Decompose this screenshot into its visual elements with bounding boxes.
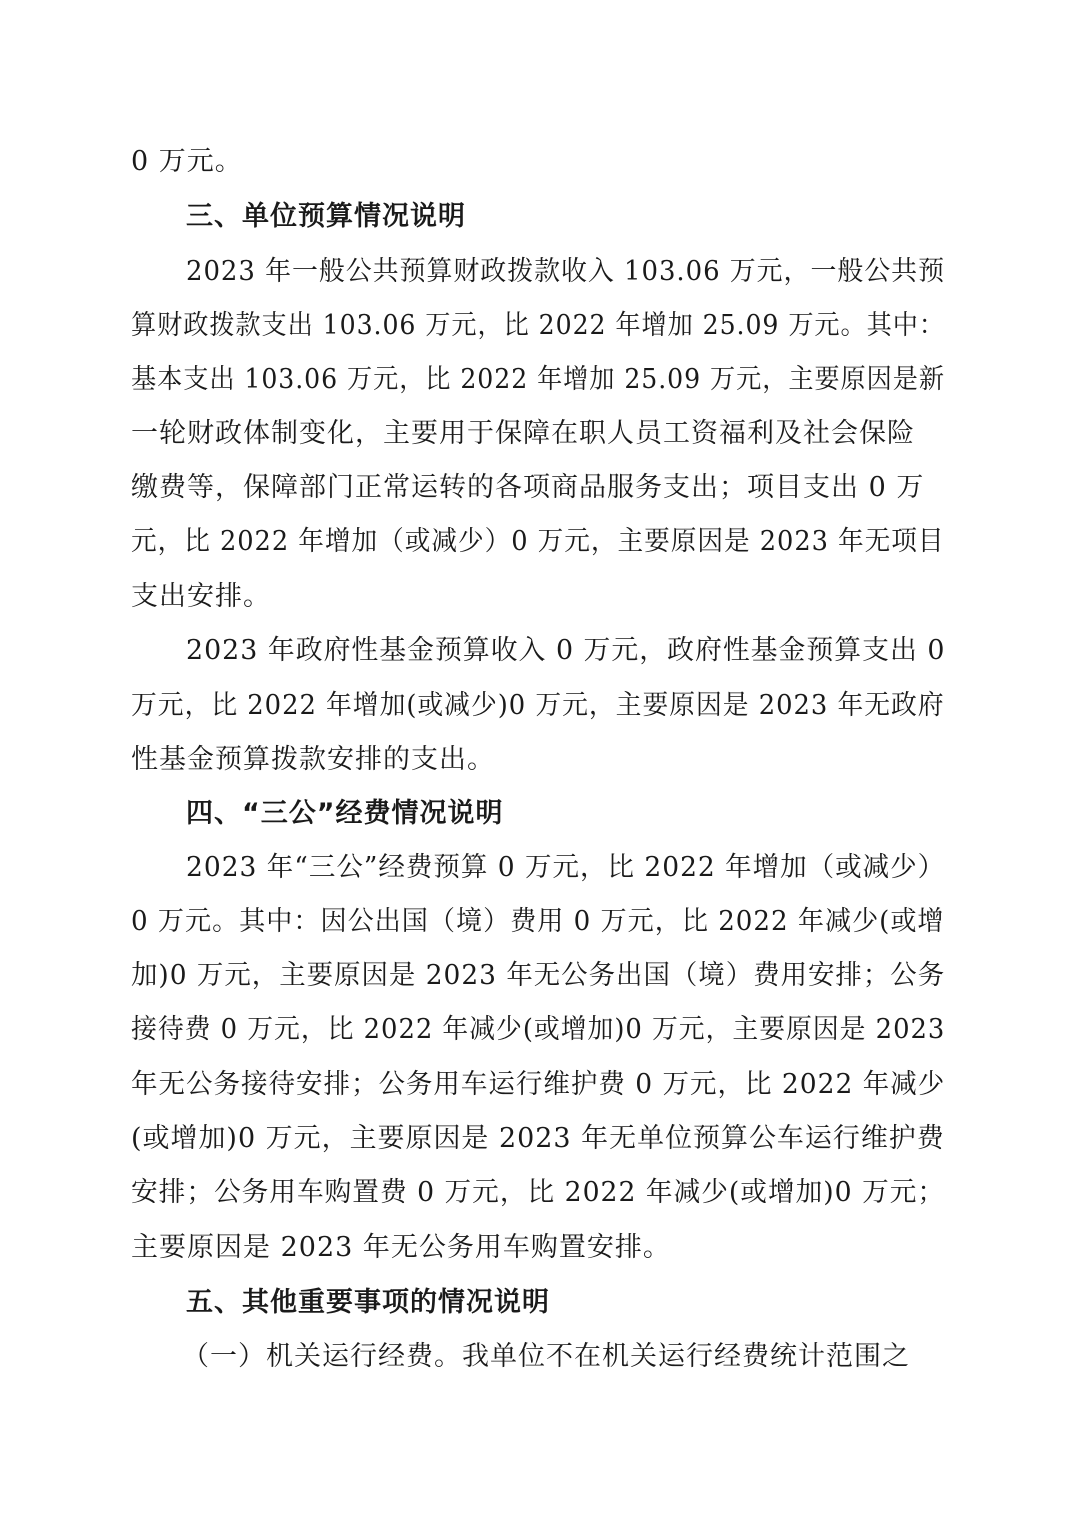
paragraph-line: 0 万元。其中：因公出国（境）费用 0 万元，比 2022 年减少(或增 <box>131 906 945 937</box>
paragraph-line: 年无公务接待安排；公务用车运行维护费 0 万元，比 2022 年减少 <box>131 1069 946 1100</box>
text-line: 0 万元。 <box>131 146 243 177</box>
paragraph-line: 万元，比 2022 年增加(或减少)0 万元，主要原因是 2023 年无政府 <box>131 690 945 721</box>
paragraph-line: 性基金预算拨款安排的支出。 <box>131 744 495 775</box>
paragraph-line: 2023 年一般公共预算财政拨款收入 103.06 万元，一般公共预 <box>186 256 945 287</box>
paragraph-line: 安排；公务用车购置费 0 万元，比 2022 年减少(或增加)0 万元； <box>131 1177 946 1208</box>
section-heading: 五、其他重要事项的情况说明 <box>186 1287 550 1318</box>
paragraph-line: 加)0 万元，主要原因是 2023 年无公务出国（境）费用安排；公务 <box>131 960 946 991</box>
paragraph-line: 基本支出 103.06 万元，比 2022 年增加 25.09 万元，主要原因是新 <box>131 364 945 395</box>
paragraph-line: （一）机关运行经费。我单位不在机关运行经费统计范围之 <box>182 1341 910 1372</box>
section-heading: 三、单位预算情况说明 <box>186 201 466 232</box>
paragraph-line: 缴费等，保障部门正常运转的各项商品服务支出；项目支出 0 万 <box>131 472 925 503</box>
section-heading: 四、“三公”经费情况说明 <box>186 798 504 829</box>
paragraph-line: 2023 年政府性基金预算收入 0 万元，政府性基金预算支出 0 <box>186 635 946 666</box>
paragraph-line: 元，比 2022 年增加（或减少）0 万元，主要原因是 2023 年无项目 <box>131 526 945 557</box>
paragraph-line: 支出安排。 <box>131 581 271 612</box>
paragraph-line: 算财政拨款支出 103.06 万元，比 2022 年增加 25.09 万元。其中： <box>131 310 945 341</box>
paragraph-line: 接待费 0 万元，比 2022 年减少(或增加)0 万元，主要原因是 2023 <box>131 1014 946 1045</box>
paragraph-line: 主要原因是 2023 年无公务用车购置安排。 <box>131 1232 671 1263</box>
paragraph-line: 一轮财政体制变化，主要用于保障在职人员工资福利及社会保险 <box>131 418 915 449</box>
paragraph-line: (或增加)0 万元，主要原因是 2023 年无单位预算公车运行维护费 <box>131 1123 945 1154</box>
paragraph-line: 2023 年“三公”经费预算 0 万元，比 2022 年增加（或减少） <box>186 852 946 883</box>
